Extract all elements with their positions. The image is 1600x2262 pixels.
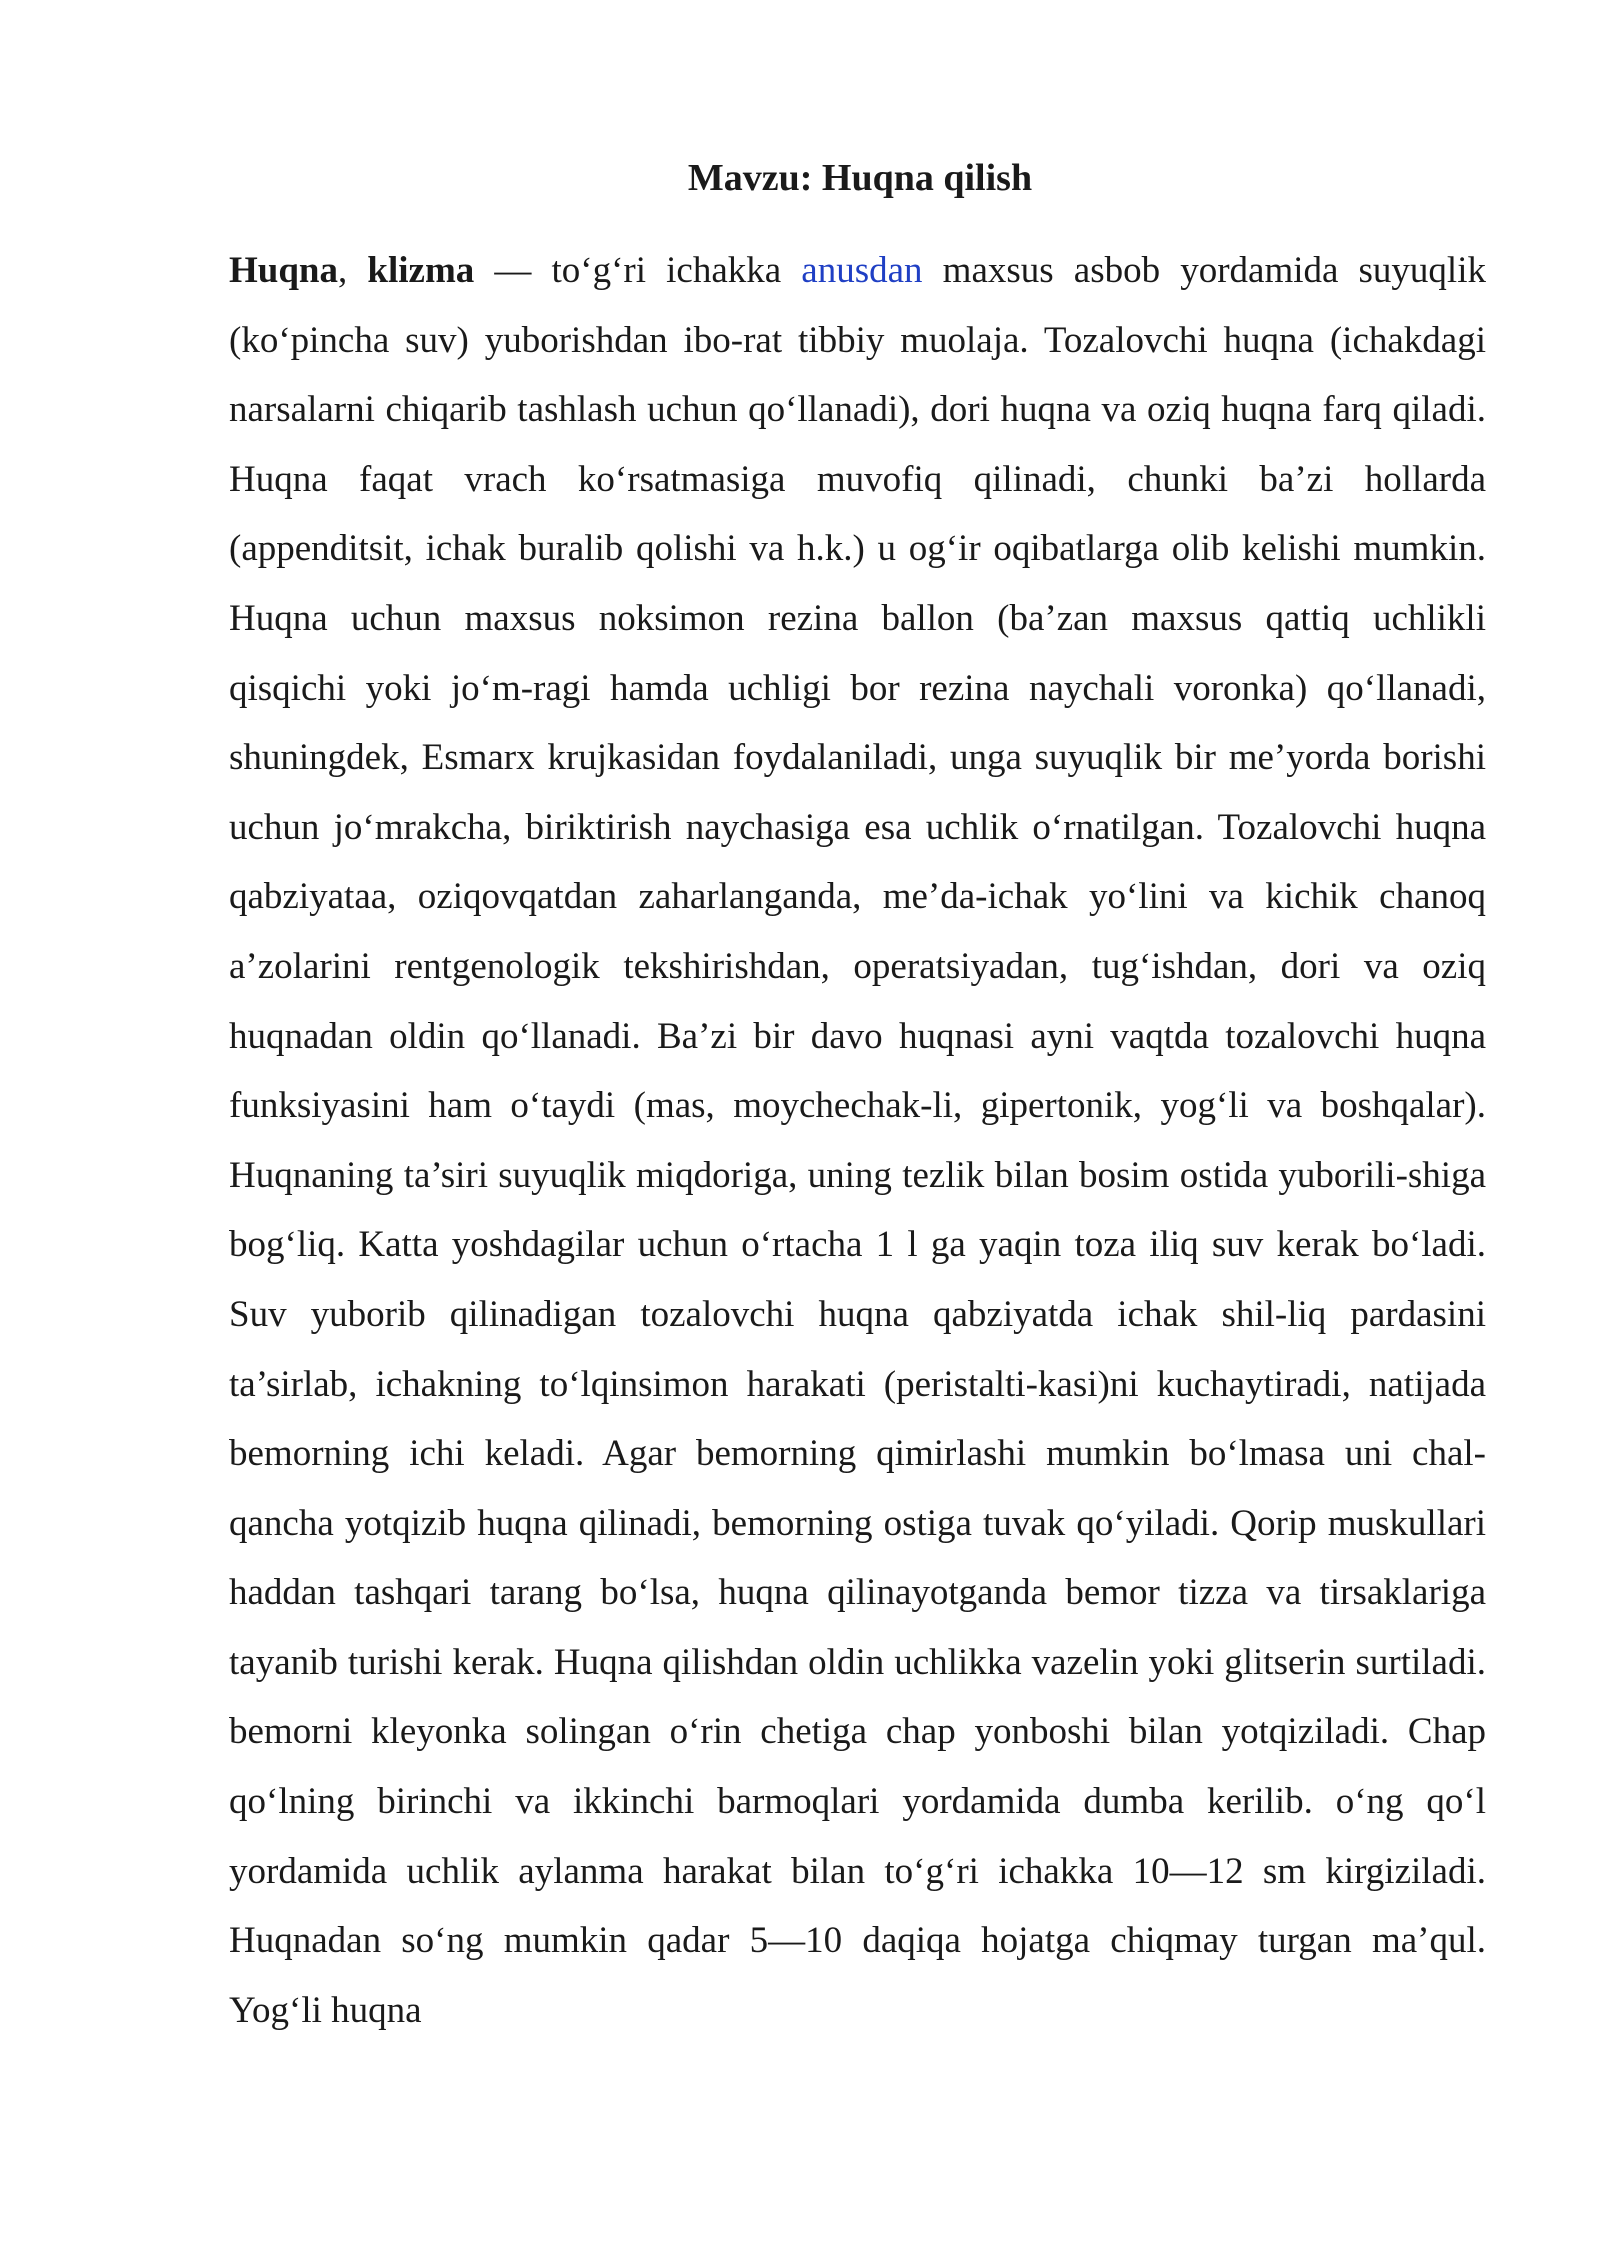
definition-lead-text: — to‘g‘ri ichakka: [474, 250, 802, 291]
anusdan-link[interactable]: anusdan: [801, 250, 923, 291]
body-text: maxsus asbob yordamida suyuqlik (ko‘pincha suv) yuborishdan ibo-rat tibbiy muolaja. Tozalovchi huqna (ichakdagi narsalarni chiqarib tashlash uchun qo‘llanadi), dori huqna va oziq huqna farq qiladi. Huqna faqat vrach ko‘rsatmasiga muvofiq qilinadi, chunki ba’zi hollarda (appenditsit, ichak buralib qolishi va h.k.) u og‘ir oqibatlarga olib kelishi mumkin. Huqna uchun maxsus noksimon rezina ballon (ba’zan maxsus qattiq uchlikli qisqichi yoki jo‘m-ragi hamda uchligi bor rezina naychali voronka) qo‘llanadi, shuningdek, Esmarx krujkasidan foydalaniladi, unga suyuqlik bir me’yorda borishi uchun jo‘mrakcha, biriktirish naychasiga esa uchlik o‘rnatilgan. Tozalovchi huqna qabziyataa, oziqovqatdan zaharlanganda, me’da-ichak yo‘lini va kichik chanoq a’zolarini rentgenologik tekshirishdan, operatsiyadan, tug‘ishdan, dori va oziq huqnadan oldin qo‘llanadi. Ba’zi bir davo huqnasi ayni vaqtda tozalovchi huqna funksiyasini ham o‘taydi (mas, moychechak-li, gipertonik, yog‘li va boshqalar). Huqnaning ta’siri suyuqlik miqdoriga, uning tezlik bilan bosim ostida yuborili-shiga bog‘liq. Katta yoshdagilar uchun o‘rtacha 1 l ga yaqin toza iliq suv kerak bo‘ladi. Suv yuborib qilinadigan tozalovchi huqna qabziyatda ichak shil-liq pardasini ta’sirlab, ichakning to‘lqinsimon harakati (peristalti-kasi)ni kuchaytiradi, natijada bemorning ichi keladi. Agar bemorning qimirlashi mumkin bo‘lmasa uni chal-qancha yotqizib huqna qilinadi, bemorning ostiga tuvak qo‘yiladi. Qorip muskullari haddan tashqari tarang bo‘lsa, huqna qilinayotganda bemor tizza va tirsaklariga tayanib turishi kerak. Huqna qilishdan oldin uchlikka vazelin yoki glitserin surtiladi. bemorni kleyonka solingan o‘rin chetiga chap yonboshi bilan yotqiziladi. Chap qo‘lning birinchi va ikkinchi barmoqlari yordamida dumba kerilib. o‘ng qo‘l yordamida uchlik aylanma harakat bilan to‘g‘ri ichakka 10—12 sm kirgiziladi. Huqnadan so‘ng mumkin qadar 5—10 daqiqa hojatga chiqmay turgan ma’qul. Yog‘li huqna: [229, 250, 1486, 2031]
page-title: Mavzu: Huqna qilish: [687, 157, 1033, 199]
term-separator: ,: [338, 250, 368, 291]
term-huqna: Huqna: [229, 250, 339, 291]
body-paragraph: [229, 236, 1486, 2045]
term-klizma: klizma: [367, 250, 475, 291]
